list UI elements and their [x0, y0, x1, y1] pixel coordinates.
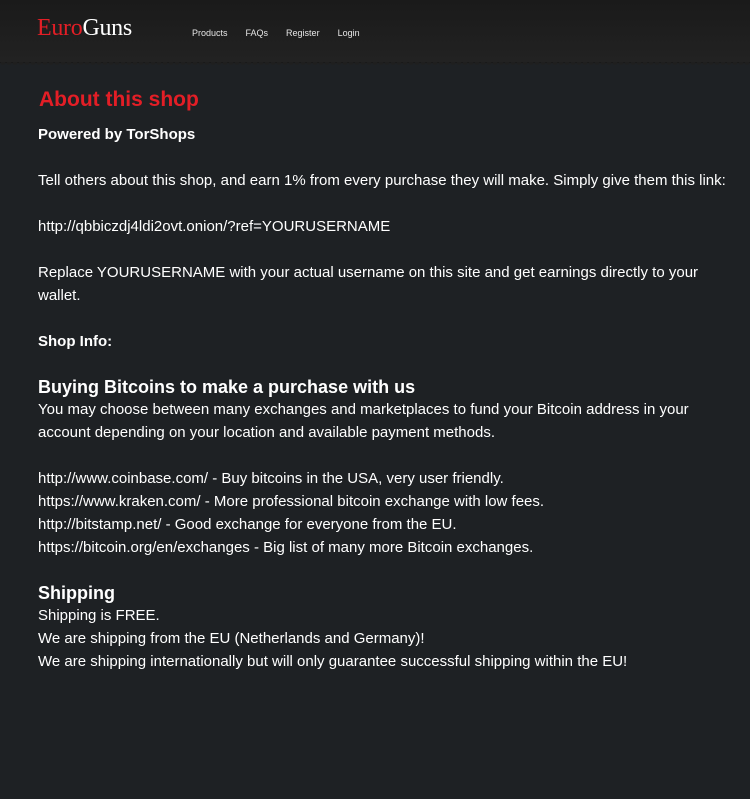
nav-login-link[interactable]: Login — [337, 28, 360, 38]
exchange-item-coinbase: http://www.coinbase.com/ - Buy bitcoins in the USA, very user friendly. — [38, 470, 504, 487]
bitcoin-heading: Buying Bitcoins to make a purchase with us — [38, 377, 416, 397]
exchange-item-bitstamp: http://bitstamp.net/ - Good exchange for everyone from the EU. — [38, 516, 457, 533]
referral-link: http://qbbiczdj4ldi2ovt.onion/?ref=YOURUSERNAME — [38, 218, 391, 235]
shipping-line-origin: We are shipping from the EU (Netherlands and Germany)! — [38, 630, 425, 647]
shipping-line-free: Shipping is FREE. — [38, 607, 160, 624]
top-bar — [0, 0, 750, 63]
logo-guns: Guns — [82, 15, 132, 41]
exchange-item-bitcoin-org: https://bitcoin.org/en/exchanges - Big list of many more Bitcoin exchanges. — [38, 539, 534, 556]
shipping-heading: Shipping — [38, 583, 115, 603]
replace-text: Replace YOURUSERNAME with your actual username on this site and get earnings directly to your wallet. — [38, 264, 699, 304]
site-logo[interactable] — [37, 15, 132, 42]
shipping-line-international: We are shipping internationally but will only guarantee successful shipping within the EU! — [38, 653, 628, 670]
nav-faqs-link[interactable]: FAQs — [245, 28, 269, 38]
bitcoin-intro: You may choose between many exchanges and marketplaces to fund your Bitcoin address in your account depending on your location and available payment methods. — [38, 401, 689, 441]
main-content — [38, 88, 728, 673]
logo-euro: Euro — [37, 15, 83, 41]
shop-info-label: Shop Info: — [38, 333, 113, 350]
exchange-item-kraken: https://www.kraken.com/ - More professional bitcoin exchange with low fees. — [38, 493, 545, 510]
nav-register-link[interactable]: Register — [286, 28, 320, 38]
main-nav — [192, 28, 378, 38]
nav-products-link[interactable]: Products — [192, 28, 228, 38]
page-title: About this shop — [39, 88, 199, 111]
powered-by-text: Powered by TorShops — [38, 126, 196, 143]
referral-text: Tell others about this shop, and earn 1% from every purchase they will make. Simply give them this link: — [38, 172, 726, 189]
